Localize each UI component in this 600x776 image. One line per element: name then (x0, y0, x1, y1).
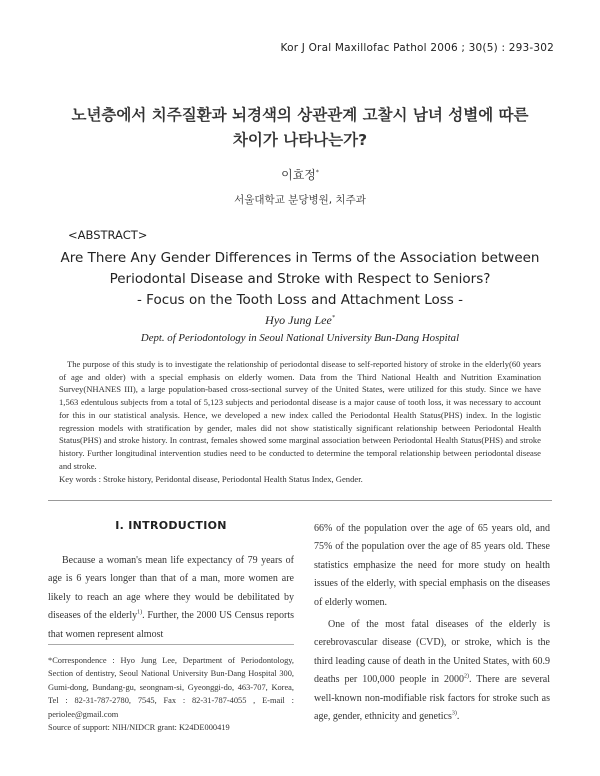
korean-author (0, 166, 600, 183)
abstract-tag: <ABSTRACT> (68, 228, 148, 242)
citation-ref: 3) (451, 710, 457, 717)
english-title (50, 248, 550, 311)
korean-title-line: 차이가 나타나는가? (232, 131, 368, 149)
paragraph (314, 616, 550, 726)
korean-title (40, 103, 560, 153)
citation-ref: 2) (464, 673, 469, 680)
english-author (0, 313, 600, 328)
text-run: . There are several well-known non-modifiable risk factors for stroke such as age, gender, ethnicity and genetics (314, 674, 550, 723)
right-column (314, 520, 550, 726)
paragraph (48, 552, 294, 644)
section-divider (48, 500, 552, 501)
author-mark: * (315, 169, 319, 176)
english-title-line: Periodontal Disease and Stroke with Respect to Seniors? (109, 271, 491, 287)
running-head: Kor J Oral Maxillofac Pathol 2006 ; 30(5) : 293-302 (280, 42, 554, 54)
correspondence-text: *Correspondence : Hyo Jung Lee, Department of Periodontology, Section of dentistry, Seoul National University Bun-Dang Hospital 300, Gumi-dong, Bundang-gu, seongnam-si, Gyeonggi-do, 463-707, Korea, Tel : 82-31-787-2780, 7545, Fax : 82-31-787-4055 , E-mail : periolee@gmail.com (48, 656, 294, 719)
korean-author-name: 이효정 (281, 168, 316, 182)
text-run: One of the most fatal diseases of the elderly is cerebrovascular disease (CVD), or stroke, which is the third leading cause of death in the United States, with 60.9 deaths per 100,000 people in 2000 (314, 619, 550, 686)
text-run: . (456, 711, 460, 723)
footnote-divider (48, 644, 294, 645)
correspondence-footnote (48, 654, 294, 734)
english-author-name: Hyo Jung Lee (265, 313, 332, 327)
korean-title-line: 노년층에서 치주질환과 뇌경색의 상관관계 고찰시 남녀 성별에 따른 (71, 106, 529, 124)
abstract-body: The purpose of this study is to investigate the relationship of periodontal disease to self-reported history of stroke in the elderly(60 years of age and older) with a special emphasis on elderly women. Data from the Third National Health and Nutrition Examination Survey(NHANES III), a large population-based cross-sectional survey of the United States, were utilized for this study. Since we have 1,563 edentulous subjects from a total of 5,123 subjects and periodontal disease is a major cause of tooth loss, it was necessary to account for this in our statistical analysis. Hence, we developed a new index called the Periodontal Health Status(PHS) index. In the logistic regression models with stratification by gender, males did not show statistically significant relationship between Periodontal Health Status(PHS) and stroke history. In contrast, females showed some marginal association between Periodontal Health Status(PHS) and stroke history. Further longitudinal intervention studies need to be conducted to determine the temporal relationship between periodontal disease and stroke. (59, 359, 541, 471)
paragraph: 66% of the population over the age of 65 years old, and 75% of the population over the age of 85 years old. These statistics emphasize the need for more study on health issues of the elderly, with special emphasis on the diseases of elderly women. (314, 523, 550, 608)
text-run: Because a woman's mean life expectancy of 79 years of age is 6 years longer than that of a man, more women are likely to reach an age where they would be debilitated by diseases of the elderly (48, 555, 294, 622)
left-column (48, 552, 294, 644)
funding-source: Source of support: NIH/NIDCR grant: K24DE000419 (48, 723, 230, 733)
author-mark: * (331, 315, 335, 321)
english-subtitle: - Focus on the Tooth Loss and Attachment Loss - (137, 292, 463, 308)
korean-affiliation: 서울대학교 분당병원, 치주과 (234, 194, 366, 206)
english-title-line: Are There Any Gender Differences in Terms of the Association between (60, 250, 540, 266)
section-heading: I. INTRODUCTION (115, 519, 227, 532)
keywords: Key words : Stroke history, Peridontal disease, Periodontal Health Status Index, Gender. (59, 474, 363, 484)
citation-ref: 1) (137, 609, 143, 616)
english-affiliation: Dept. of Periodontology in Seoul National University Bun-Dang Hospital (140, 332, 460, 344)
text-run: . Further, the 2000 US Census reports that women represent almost (48, 610, 294, 640)
